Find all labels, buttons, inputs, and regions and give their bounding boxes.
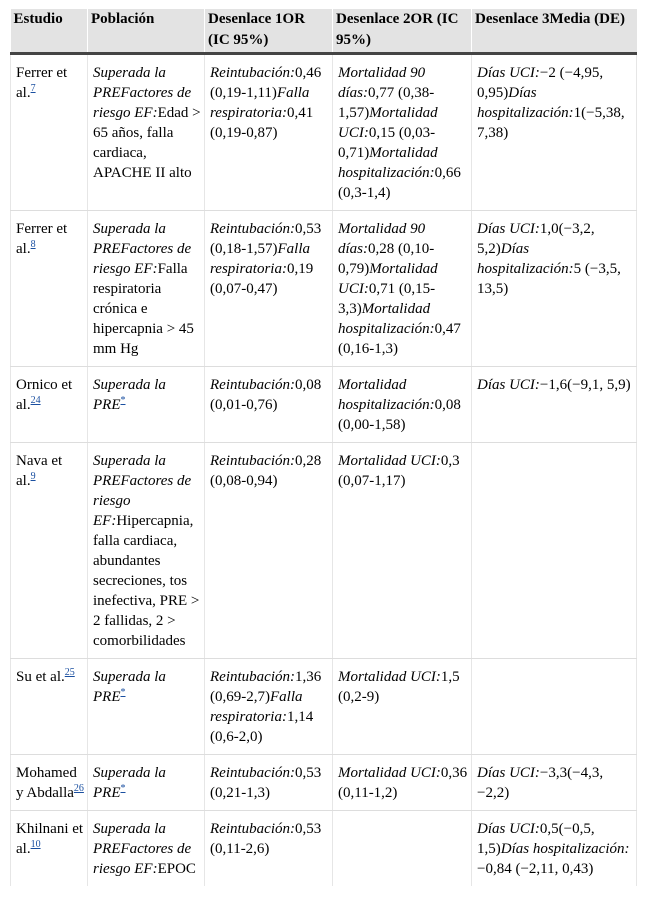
outcome-value: 1,0(−3,2, 5,2) <box>477 221 595 257</box>
cell-desenlace-1 <box>205 211 333 367</box>
cell-estudio <box>11 443 88 659</box>
author-name: Ferrer et al. <box>16 221 68 257</box>
outcome-label: Días UCI: <box>477 377 540 393</box>
poblacion-label: Superada la PREFactores de riesgo EF: <box>93 65 192 121</box>
cell-desenlace-3 <box>472 54 637 211</box>
header-row <box>11 9 637 54</box>
cell-poblacion <box>88 54 205 211</box>
outcome-label: Mortalidad 90 días: <box>338 221 426 257</box>
outcome-label: Falla respiratoria: <box>210 241 310 277</box>
table-row <box>11 443 637 659</box>
cell-desenlace-2 <box>333 443 472 659</box>
cell-poblacion <box>88 367 205 443</box>
reference-link[interactable]: 25 <box>64 667 75 678</box>
outcome-label: Mortalidad hospitalización: <box>338 377 435 413</box>
outcome-label: Mortalidad UCI: <box>338 669 441 685</box>
outcome-label: Reintubación: <box>210 221 295 237</box>
outcome-value: 1,14 (0,6-2,0) <box>210 709 314 745</box>
header-desenlace-1: Desenlace 1OR (IC 95%) <box>205 9 333 54</box>
outcome-value: 0,28 (0,08-0,94) <box>210 453 322 489</box>
outcome-label: Días hospitalización: <box>477 85 574 121</box>
cell-poblacion <box>88 211 205 367</box>
outcome-label: Reintubación: <box>210 453 295 469</box>
outcome-label: Mortalidad hospitalización: <box>338 301 435 337</box>
outcome-value: 0,08 (0,00-1,58) <box>338 397 461 433</box>
outcome-label: Mortalidad UCI: <box>338 261 438 297</box>
table-row <box>11 211 637 367</box>
cell-desenlace-2 <box>333 367 472 443</box>
cell-estudio <box>11 659 88 755</box>
cell-poblacion <box>88 755 205 811</box>
header-estudio: Estudio <box>11 9 88 54</box>
outcome-value: 0,71 (0,15-3,3) <box>338 281 436 317</box>
cell-desenlace-2 <box>333 811 472 887</box>
outcome-label: Días UCI: <box>477 821 540 837</box>
table-row <box>11 755 637 811</box>
outcome-value: 0,46 (0,19-1,11) <box>210 65 322 101</box>
cell-desenlace-3 <box>472 367 637 443</box>
outcome-label: Días UCI: <box>477 765 540 781</box>
cell-desenlace-1 <box>205 811 333 887</box>
outcome-value: 0,77 (0,38-1,57) <box>338 85 435 121</box>
outcome-value: −3,3(−4,3, −2,2) <box>477 765 604 801</box>
footnote-link[interactable]: * <box>120 687 126 698</box>
outcome-value: 0,15 (0,03-0,71) <box>338 125 436 161</box>
cell-desenlace-3 <box>472 811 637 887</box>
outcome-label: Mortalidad UCI: <box>338 105 438 141</box>
outcome-label: Días hospitalización: <box>477 241 574 277</box>
table-row <box>11 811 637 887</box>
outcome-label: Mortalidad 90 días: <box>338 65 426 101</box>
reference-link[interactable]: 8 <box>30 239 36 250</box>
outcome-value: 0,28 (0,10-0,79) <box>338 241 435 277</box>
outcome-label: Mortalidad hospitalización: <box>338 145 438 181</box>
outcome-value: 0,36 (0,11-1,2) <box>338 765 468 801</box>
poblacion-label: Superada la PRE <box>93 377 166 413</box>
header-desenlace-2: Desenlace 2OR (IC 95%) <box>333 9 472 54</box>
cell-desenlace-3 <box>472 443 637 659</box>
author-name: Su et al. <box>16 669 65 685</box>
poblacion-label: Superada la PREFactores de riesgo EF: <box>93 453 192 529</box>
poblacion-label: Superada la PRE <box>93 669 166 705</box>
outcome-label: Reintubación: <box>210 669 295 685</box>
reference-link[interactable]: 26 <box>73 783 84 794</box>
cell-estudio <box>11 811 88 887</box>
cell-desenlace-1 <box>205 755 333 811</box>
poblacion-label: Superada la PREFactores de riesgo EF: <box>93 821 192 877</box>
footnote-link[interactable]: * <box>120 395 126 406</box>
table-row <box>11 659 637 755</box>
cell-poblacion <box>88 811 205 887</box>
outcome-label: Días UCI: <box>477 221 540 237</box>
outcome-value: −0,84 (−2,11, 0,43) <box>477 861 594 877</box>
cell-desenlace-2 <box>333 755 472 811</box>
reference-link[interactable]: 10 <box>30 839 41 850</box>
table-body <box>11 54 637 887</box>
poblacion-detail: Falla respiratoria crónica e hipercapnia > 45 mm Hg <box>93 261 194 357</box>
cell-desenlace-2 <box>333 54 472 211</box>
cell-desenlace-1 <box>205 443 333 659</box>
cell-estudio <box>11 54 88 211</box>
reference-link[interactable]: 9 <box>30 471 36 482</box>
author-name: Ferrer et al. <box>16 65 68 101</box>
outcome-label: Falla respiratoria: <box>210 85 310 121</box>
poblacion-label: Superada la PREFactores de riesgo EF: <box>93 221 192 277</box>
outcome-value: 0,53 (0,21-1,3) <box>210 765 322 801</box>
footnote-link[interactable]: * <box>120 783 126 794</box>
outcome-value: −1,6(−9,1, 5,9) <box>539 377 631 393</box>
outcome-value: 0,3 (0,07-1,17) <box>338 453 460 489</box>
outcome-value: 0,08 (0,01-0,76) <box>210 377 322 413</box>
outcome-value: 0,19 (0,07-0,47) <box>210 261 314 297</box>
table-row <box>11 54 637 211</box>
author-name: Nava et al. <box>16 453 63 489</box>
outcome-value: 1,36 (0,69-2,7) <box>210 669 322 705</box>
cell-desenlace-2 <box>333 659 472 755</box>
author-name: Khilnani et al. <box>16 821 84 857</box>
header-poblacion: Población <box>88 9 205 54</box>
outcome-value: −2 (−4,95, 0,95) <box>477 65 604 101</box>
author-name: Ornico et al. <box>16 377 73 413</box>
author-name: Mohamed y Abdalla <box>16 765 77 801</box>
cell-desenlace-3 <box>472 211 637 367</box>
cell-desenlace-1 <box>205 367 333 443</box>
outcome-value: 1(−5,38, 7,38) <box>477 105 625 141</box>
outcome-label: Reintubación: <box>210 821 295 837</box>
cell-poblacion <box>88 443 205 659</box>
cell-desenlace-2 <box>333 211 472 367</box>
cell-estudio <box>11 211 88 367</box>
outcome-value: 5 (−3,5, 13,5) <box>477 261 621 297</box>
cell-desenlace-3 <box>472 659 637 755</box>
cell-estudio <box>11 367 88 443</box>
outcome-value: 0,66 (0,3-1,4) <box>338 165 461 201</box>
outcome-value: 0,53 (0,18-1,57) <box>210 221 322 257</box>
cell-desenlace-1 <box>205 659 333 755</box>
reference-link[interactable]: 24 <box>30 395 41 406</box>
outcome-value: 0,41 (0,19-0,87) <box>210 105 314 141</box>
outcome-value: 1,5 (0,2-9) <box>338 669 460 705</box>
reference-link[interactable]: 7 <box>30 83 36 94</box>
header-desenlace-3: Desenlace 3Media (DE) <box>472 9 637 54</box>
cell-poblacion <box>88 659 205 755</box>
results-table <box>10 9 637 886</box>
outcome-label: Días hospitalización: <box>500 841 630 857</box>
table-row <box>11 367 637 443</box>
cell-estudio <box>11 755 88 811</box>
outcome-label: Mortalidad UCI: <box>338 765 441 781</box>
outcome-value: 0,5(−0,5, 1,5) <box>477 821 595 857</box>
outcome-value: 0,53 (0,11-2,6) <box>210 821 322 857</box>
outcome-label: Reintubación: <box>210 765 295 781</box>
outcome-label: Falla respiratoria: <box>210 689 303 725</box>
poblacion-detail: Hipercapnia, falla cardiaca, abundantes secreciones, tos inefectiva, PRE > 2 fallidas, 2 > comorbilidades <box>93 513 200 649</box>
cell-desenlace-3 <box>472 755 637 811</box>
poblacion-detail: EPOC <box>157 861 196 877</box>
cell-desenlace-1 <box>205 54 333 211</box>
poblacion-detail: Edad > 65 años, falla cardiaca, APACHE II alto <box>93 105 201 181</box>
outcome-label: Reintubación: <box>210 377 295 393</box>
outcome-label: Días UCI: <box>477 65 540 81</box>
outcome-value: 0,47 (0,16-1,3) <box>338 321 461 357</box>
outcome-label: Mortalidad UCI: <box>338 453 441 469</box>
outcome-label: Reintubación: <box>210 65 295 81</box>
poblacion-label: Superada la PRE <box>93 765 166 801</box>
